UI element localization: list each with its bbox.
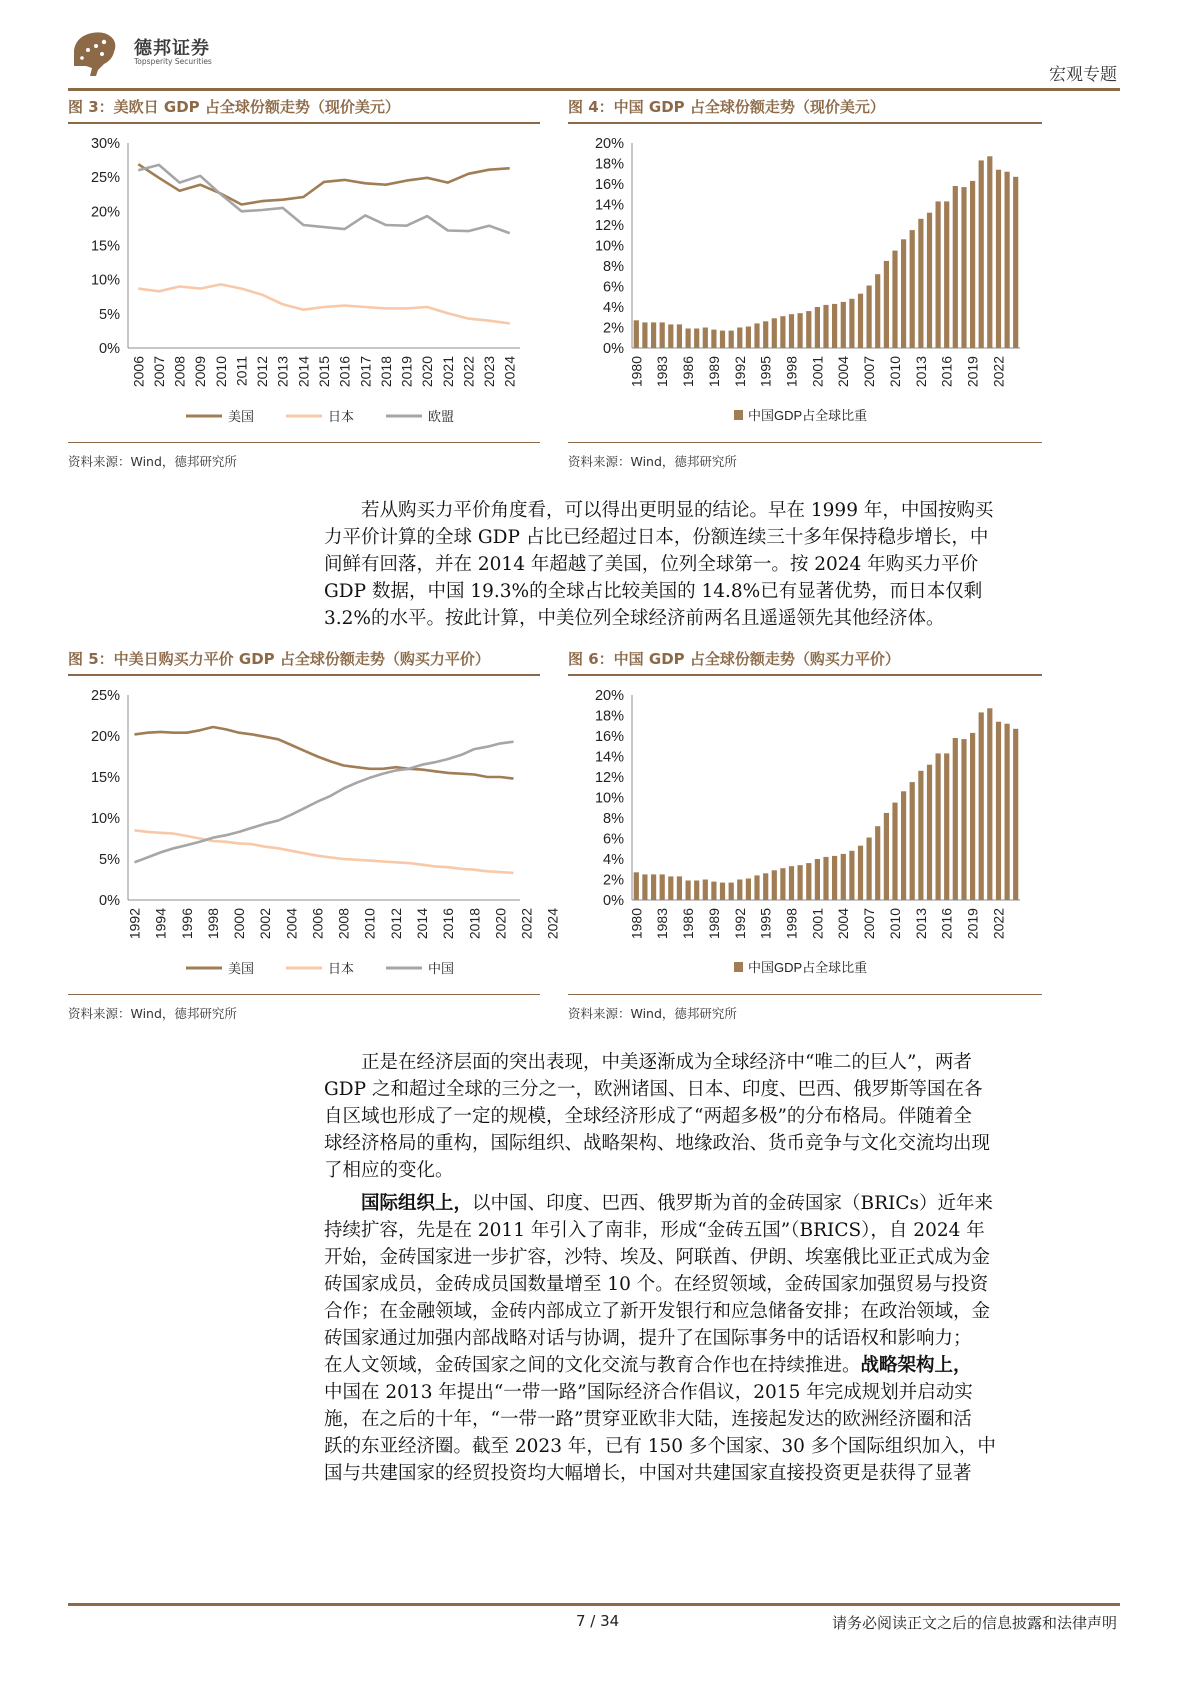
y-tick-label: 0% bbox=[99, 341, 120, 357]
fig5-chart bbox=[68, 678, 561, 988]
y-tick-label: 5% bbox=[99, 852, 120, 868]
y-tick-label: 16% bbox=[594, 729, 624, 745]
bar bbox=[772, 870, 777, 900]
bar bbox=[970, 733, 975, 900]
x-tick-label: 2019 bbox=[398, 356, 415, 388]
bar bbox=[987, 156, 992, 348]
bar bbox=[996, 722, 1001, 900]
bar bbox=[694, 881, 699, 901]
y-tick-label: 20% bbox=[90, 204, 120, 221]
bar bbox=[763, 321, 768, 348]
bar bbox=[686, 881, 691, 901]
bar bbox=[858, 294, 863, 348]
x-tick-label: 2001 bbox=[809, 908, 826, 940]
bar bbox=[729, 883, 734, 900]
fig4-bottom-rule bbox=[568, 442, 1042, 443]
y-tick-label: 4% bbox=[603, 852, 624, 868]
bar bbox=[841, 854, 846, 900]
bar bbox=[875, 274, 880, 348]
x-tick-label: 1998 bbox=[204, 908, 221, 940]
y-tick-label: 10% bbox=[594, 790, 624, 807]
bar bbox=[660, 874, 665, 900]
bar bbox=[686, 329, 691, 349]
y-tick-label: 10% bbox=[90, 811, 120, 827]
y-tick-label: 20% bbox=[594, 688, 624, 704]
bar bbox=[858, 846, 863, 900]
bar bbox=[849, 851, 854, 900]
bar bbox=[780, 316, 785, 348]
x-tick-label: 2021 bbox=[439, 356, 456, 388]
text-line: 球经济格局的重构，国际组织、战略架构、地缘政治、货币竞争与文化交流均出现 bbox=[324, 1133, 991, 1154]
bar bbox=[677, 876, 682, 900]
x-tick-label: 2004 bbox=[835, 908, 852, 940]
bar bbox=[720, 883, 725, 900]
x-tick-label: 1983 bbox=[654, 908, 671, 940]
text-line: 自区域也形成了一定的规模，全球经济形成了“两超多极”的分布格局。伴随着全 bbox=[324, 1106, 972, 1127]
bar bbox=[815, 859, 820, 900]
bar bbox=[849, 299, 854, 348]
y-tick-label: 10% bbox=[594, 238, 624, 255]
x-tick-label: 1989 bbox=[705, 908, 722, 940]
fig5-bottom-rule bbox=[68, 994, 540, 995]
x-tick-label: 2014 bbox=[414, 908, 430, 940]
x-tick-label: 1998 bbox=[783, 908, 800, 940]
x-tick-label: 2024 bbox=[544, 908, 561, 940]
x-tick-label: 1986 bbox=[680, 908, 697, 940]
header-rule bbox=[68, 88, 1120, 91]
bar bbox=[763, 873, 768, 900]
bar bbox=[746, 327, 751, 349]
x-tick-label: 2014 bbox=[295, 356, 312, 388]
text-line: 持续扩容，先是在 2011 年引入了南非，形成“金砖五国”（BRICS），自 2024 年 bbox=[324, 1220, 985, 1241]
x-tick-label: 2016 bbox=[938, 356, 955, 388]
y-tick-label: 6% bbox=[603, 279, 624, 296]
fig6-title-rule bbox=[568, 674, 1042, 676]
bar bbox=[918, 219, 923, 348]
legend-label: 中国GDP占全球比重 bbox=[748, 960, 868, 975]
bar bbox=[892, 251, 897, 348]
bar bbox=[694, 329, 699, 349]
y-tick-label: 10% bbox=[90, 272, 120, 289]
text-line: GDP 数据，中国 19.3%的全球占比较美国的 14.8%已有显著优势，而日本仅剩 bbox=[324, 581, 983, 602]
series-line bbox=[135, 727, 514, 779]
series-line bbox=[135, 830, 514, 873]
y-tick-label: 6% bbox=[603, 831, 624, 848]
bar bbox=[806, 311, 811, 348]
bar bbox=[944, 201, 949, 348]
legend-label: 中国GDP占全球比重 bbox=[748, 408, 868, 423]
y-tick-label: 30% bbox=[90, 136, 120, 152]
bar bbox=[927, 213, 932, 348]
bar bbox=[780, 868, 785, 900]
text-line: 跃的东亚经济圈。截至 2023 年，已有 150 多个国家、30 多个国际组织加入，中 bbox=[324, 1436, 996, 1457]
lead-strategic-architecture: 战略架构上， bbox=[860, 1355, 972, 1376]
fig3-bottom-rule bbox=[68, 442, 540, 443]
y-tick-label: 15% bbox=[90, 238, 120, 255]
bar bbox=[936, 201, 941, 348]
text-line: 施，在之后的十年，“一带一路”贯穿亚欧非大陆，连接起发达的欧洲经济圈和活 bbox=[324, 1409, 972, 1430]
bar bbox=[901, 239, 906, 348]
bar bbox=[970, 181, 975, 348]
bar bbox=[711, 882, 716, 900]
fig6-source: 资料来源：Wind，德邦研究所 bbox=[568, 1006, 737, 1021]
y-tick-label: 25% bbox=[90, 170, 120, 187]
text-line: 若从购买力平价角度看，可以得出更明显的结论。早在 1999 年，中国按购买 bbox=[324, 500, 994, 521]
y-tick-label: 2% bbox=[603, 320, 624, 337]
y-tick-label: 12% bbox=[594, 218, 624, 234]
x-tick-label: 2012 bbox=[387, 908, 404, 940]
footer-rule bbox=[68, 1603, 1120, 1606]
y-tick-label: 20% bbox=[594, 136, 624, 152]
x-tick-label: 2010 bbox=[886, 356, 903, 388]
bar bbox=[798, 865, 803, 900]
x-tick-label: 2022 bbox=[990, 356, 1007, 388]
bar bbox=[979, 160, 984, 348]
bar bbox=[832, 304, 837, 348]
bar bbox=[944, 753, 949, 900]
series-line bbox=[138, 164, 509, 204]
x-tick-label: 2007 bbox=[861, 356, 878, 388]
bar bbox=[867, 838, 872, 901]
x-tick-label: 2023 bbox=[481, 356, 498, 388]
text-segment: 在人文领域，金砖国家之间的文化交流与教育合作也在持续推进。 bbox=[324, 1355, 861, 1376]
bar bbox=[823, 305, 828, 348]
x-tick-label: 2024 bbox=[501, 356, 518, 388]
text-line: 合作；在金融领域，金砖内部成立了新开发银行和应急储备安排；在政治领域，金 bbox=[324, 1301, 991, 1322]
bar bbox=[754, 875, 759, 900]
x-tick-label: 2016 bbox=[440, 908, 457, 940]
x-tick-label: 2013 bbox=[912, 356, 929, 388]
bar bbox=[927, 765, 932, 900]
legend-label: 日本 bbox=[328, 961, 355, 976]
bar bbox=[668, 876, 673, 900]
page-number: 7 / 34 bbox=[576, 1612, 620, 1630]
series-line bbox=[138, 165, 509, 233]
legend-label: 美国 bbox=[228, 409, 255, 424]
y-tick-label: 18% bbox=[594, 156, 624, 173]
x-tick-label: 1992 bbox=[126, 908, 143, 940]
x-tick-label: 1986 bbox=[680, 356, 697, 388]
bar bbox=[642, 322, 647, 348]
bar bbox=[996, 170, 1001, 348]
bar bbox=[901, 791, 906, 900]
fig3-source: 资料来源：Wind，德邦研究所 bbox=[68, 454, 237, 469]
y-tick-label: 12% bbox=[594, 770, 624, 786]
paragraph-ppp bbox=[324, 497, 1044, 632]
x-tick-label: 1992 bbox=[731, 356, 748, 388]
x-tick-label: 2008 bbox=[171, 356, 188, 388]
bar bbox=[651, 322, 656, 348]
text-line bbox=[324, 1352, 1044, 1379]
bar bbox=[634, 872, 639, 900]
bar bbox=[875, 826, 880, 900]
bar bbox=[746, 879, 751, 901]
x-tick-label: 2018 bbox=[377, 356, 394, 388]
x-tick-label: 2007 bbox=[861, 908, 878, 940]
text-line: GDP 之和超过全球的三分之一，欧洲诸国、日本、印度、巴西、俄罗斯等国在各 bbox=[324, 1079, 983, 1100]
y-tick-label: 0% bbox=[603, 893, 624, 909]
disclaimer: 请务必阅读正文之后的信息披露和法律声明 bbox=[831, 1614, 1117, 1632]
x-tick-label: 2019 bbox=[964, 908, 981, 940]
y-tick-label: 14% bbox=[594, 749, 624, 766]
text-line: 开始，金砖国家进一步扩容，沙特、埃及、阿联酋、伊朗、埃塞俄比亚正式成为金 bbox=[324, 1247, 991, 1268]
x-tick-label: 2022 bbox=[460, 356, 477, 388]
bar bbox=[892, 803, 897, 900]
x-tick-label: 2010 bbox=[361, 908, 378, 940]
bar bbox=[703, 880, 708, 901]
bar bbox=[1013, 729, 1018, 900]
lead-international-orgs: 国际组织上， bbox=[361, 1193, 473, 1214]
x-tick-label: 2013 bbox=[912, 908, 929, 940]
x-tick-label: 1980 bbox=[628, 356, 645, 388]
bar bbox=[910, 230, 915, 348]
bar bbox=[815, 307, 820, 348]
bar bbox=[918, 771, 923, 900]
x-tick-label: 2012 bbox=[254, 356, 271, 388]
text-line bbox=[324, 1190, 1044, 1217]
y-tick-label: 14% bbox=[594, 197, 624, 214]
x-tick-label: 2010 bbox=[886, 908, 903, 940]
x-tick-label: 2022 bbox=[990, 908, 1007, 940]
x-tick-label: 1998 bbox=[783, 356, 800, 388]
x-tick-label: 1996 bbox=[178, 908, 195, 940]
bar bbox=[737, 328, 742, 349]
text-line: 了相应的变化。 bbox=[324, 1160, 454, 1181]
x-tick-label: 1995 bbox=[757, 908, 774, 940]
y-tick-label: 2% bbox=[603, 872, 624, 889]
x-tick-label: 2020 bbox=[492, 908, 509, 940]
text-line: 间鲜有回落，并在 2014 年超越了美国，位列全球第一。按 2024 年购买力平价 bbox=[324, 554, 979, 575]
bar bbox=[884, 813, 889, 900]
y-tick-label: 8% bbox=[603, 811, 624, 827]
y-tick-label: 4% bbox=[603, 300, 624, 316]
x-tick-label: 1980 bbox=[628, 908, 645, 940]
x-tick-label: 2006 bbox=[130, 356, 147, 388]
legend-swatch bbox=[734, 410, 743, 420]
x-tick-label: 1992 bbox=[731, 908, 748, 940]
bar bbox=[936, 753, 941, 900]
x-tick-label: 2017 bbox=[357, 356, 374, 388]
bar bbox=[823, 857, 828, 900]
x-tick-label: 2006 bbox=[309, 908, 326, 940]
fig5-title-rule bbox=[68, 674, 540, 676]
bar bbox=[642, 874, 647, 900]
x-tick-label: 2016 bbox=[336, 356, 353, 388]
text-line: 砖国家通过加强内部战略对话与协调，提升了在国际事务中的话语权和影响力； bbox=[324, 1328, 972, 1349]
y-tick-label: 0% bbox=[603, 341, 624, 357]
bar bbox=[832, 856, 837, 900]
x-tick-label: 1989 bbox=[705, 356, 722, 388]
x-tick-label: 1994 bbox=[152, 908, 169, 940]
fig4-source: 资料来源：Wind，德邦研究所 bbox=[568, 454, 737, 469]
text-line: 砖国家成员，金砖成员国数量增至 10 个。在经贸领域，金砖国家加强贸易与投资 bbox=[324, 1274, 989, 1295]
bar bbox=[979, 712, 984, 900]
bar bbox=[1005, 172, 1010, 348]
bar bbox=[711, 330, 716, 348]
bar bbox=[961, 187, 966, 348]
bar bbox=[789, 866, 794, 900]
bar bbox=[737, 880, 742, 901]
y-tick-label: 18% bbox=[594, 708, 624, 725]
paragraph-two-superpowers bbox=[324, 1049, 1044, 1184]
x-tick-label: 2016 bbox=[938, 908, 955, 940]
x-tick-label: 2009 bbox=[192, 356, 209, 388]
section-tag: 宏观专题 bbox=[1049, 65, 1117, 85]
legend-swatch bbox=[734, 962, 743, 972]
bar bbox=[798, 313, 803, 348]
bar bbox=[1005, 724, 1010, 900]
fig6-bottom-rule bbox=[568, 994, 1042, 995]
text-line: 力平价计算的全球 GDP 占比已经超过日本，份额连续三十多年保持稳步增长，中 bbox=[324, 527, 989, 548]
y-tick-label: 5% bbox=[99, 306, 120, 323]
x-tick-label: 2013 bbox=[274, 356, 291, 388]
legend-label: 欧盟 bbox=[428, 409, 455, 424]
bar bbox=[953, 186, 958, 348]
y-tick-label: 0% bbox=[99, 893, 120, 909]
legend-label: 中国 bbox=[428, 961, 455, 976]
bar bbox=[754, 323, 759, 348]
y-tick-label: 8% bbox=[603, 259, 624, 275]
y-tick-label: 16% bbox=[594, 177, 624, 193]
bar bbox=[668, 324, 673, 348]
text-line: 国与共建国家的经贸投资均大幅增长，中国对共建国家直接投资更是获得了显著 bbox=[324, 1463, 972, 1484]
x-tick-label: 2011 bbox=[233, 356, 250, 387]
text-line: 正是在经济层面的突出表现，中美逐渐成为全球经济中“唯二的巨人”，两者 bbox=[324, 1052, 972, 1073]
text-segment: 以中国、印度、巴西、俄罗斯为首的金砖国家（BRICs）近年来 bbox=[472, 1193, 994, 1214]
bar bbox=[789, 314, 794, 348]
bar bbox=[772, 318, 777, 348]
fig4-title: 图 4：中国 GDP 占全球份额走势（现价美元） bbox=[568, 98, 885, 116]
fig3-title: 图 3：美欧日 GDP 占全球份额走势（现价美元） bbox=[68, 98, 400, 116]
bar bbox=[677, 324, 682, 348]
bar bbox=[729, 331, 734, 348]
bar bbox=[703, 328, 708, 349]
fig3-chart bbox=[68, 126, 540, 436]
fig4-title-rule bbox=[568, 122, 1042, 124]
bar bbox=[961, 739, 966, 900]
bar bbox=[910, 782, 915, 900]
x-tick-label: 2002 bbox=[257, 908, 274, 940]
x-tick-label: 1983 bbox=[654, 356, 671, 388]
bar bbox=[660, 322, 665, 348]
leopard-logo-icon bbox=[68, 26, 122, 80]
x-tick-label: 2015 bbox=[316, 356, 332, 388]
x-tick-label: 2004 bbox=[283, 908, 300, 940]
y-tick-label: 15% bbox=[90, 770, 120, 786]
fig3-title-rule bbox=[68, 122, 540, 124]
bar bbox=[1013, 177, 1018, 348]
text-line: 3.2%的水平。按此计算，中美位列全球经济前两名且遥遥领先其他经济体。 bbox=[324, 608, 945, 629]
x-tick-label: 2004 bbox=[835, 356, 852, 388]
x-tick-label: 2008 bbox=[335, 908, 352, 940]
paragraph-brics bbox=[324, 1190, 1044, 1487]
bar bbox=[867, 286, 872, 349]
bar bbox=[841, 302, 846, 348]
x-tick-label: 2001 bbox=[809, 356, 826, 388]
bar bbox=[953, 738, 958, 900]
x-tick-label: 2019 bbox=[964, 356, 981, 388]
y-tick-label: 25% bbox=[90, 688, 120, 704]
brand-name-en: Topsperity Securities bbox=[134, 57, 212, 66]
x-tick-label: 2010 bbox=[212, 356, 229, 388]
fig5-source: 资料来源：Wind，德邦研究所 bbox=[68, 1006, 237, 1021]
x-tick-label: 2000 bbox=[231, 908, 248, 940]
fig5-title: 图 5：中美日购买力平价 GDP 占全球份额走势（购买力平价） bbox=[68, 650, 490, 668]
x-tick-label: 2020 bbox=[419, 356, 436, 388]
bar bbox=[987, 708, 992, 900]
legend-label: 日本 bbox=[328, 409, 355, 424]
bar bbox=[884, 261, 889, 348]
y-tick-label: 20% bbox=[90, 729, 120, 745]
fig6-chart bbox=[568, 678, 1042, 988]
series-line bbox=[138, 284, 509, 323]
x-tick-label: 2007 bbox=[150, 356, 167, 388]
bar bbox=[720, 331, 725, 348]
text-line: 中国在 2013 年提出“一带一路”国际经济合作倡议，2015 年完成规划并启动实 bbox=[324, 1382, 973, 1403]
brand-name: 德邦证券 bbox=[134, 38, 210, 59]
fig6-title: 图 6：中国 GDP 占全球份额走势（购买力平价） bbox=[568, 650, 900, 668]
legend-label: 美国 bbox=[228, 961, 255, 976]
bar bbox=[806, 863, 811, 900]
fig4-chart bbox=[568, 126, 1042, 436]
bar bbox=[651, 874, 656, 900]
bar bbox=[634, 320, 639, 348]
x-tick-label: 2022 bbox=[518, 908, 535, 940]
x-tick-label: 2018 bbox=[466, 908, 483, 940]
x-tick-label: 1995 bbox=[757, 356, 774, 388]
